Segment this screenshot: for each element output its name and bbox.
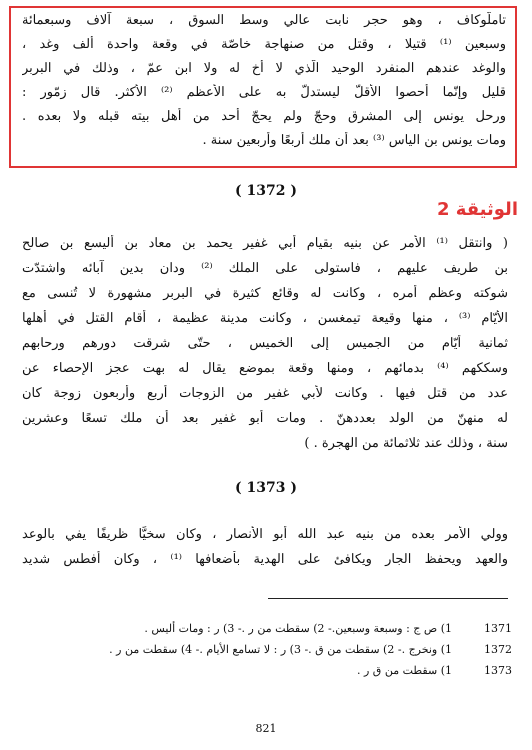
section-1372-line: بن طريف عليهم ، فاستولى على الملك ⁽²⁾ ودان بدين آبائه واشتدّت	[22, 261, 508, 276]
footnote-text: 1) ص ج : وسبعة وسبعين.- 2) سقطت من ر .- 3) ر : ومات أليس .	[144, 622, 452, 635]
footnote-row	[0, 643, 532, 659]
section-1372-line: عدد من قتل فيها . وكانت لأبي غفير من الزوجات أربع وأربعون زوجة كان	[22, 386, 508, 401]
document-label: الوثيقة 2	[437, 199, 518, 220]
footnote-number: 1373	[484, 664, 512, 677]
section-1372-line: ثمانية أيّام من الجميس إلى الخميس ، حتّى شرقت دورهم ورحابهم	[22, 336, 508, 351]
section-1372-line: وسككهم ⁽⁴⁾ بدمائهم ، ومنها وقعة بموضع يقال له بهت عجز الإحصاء عن	[22, 361, 508, 376]
section-1372-line: سنة ، وذلك عند ثلاثمائة من الهجرة . )	[304, 436, 508, 451]
section-1372-line: الأيّام ⁽³⁾ ، منها وقيعة تيمغسن ، وكانت مدينة عظيمة ، أقام القتل في أهلها	[22, 311, 508, 326]
section-1372-line: ( وانتقل ⁽¹⁾ الأمر عن بنيه بقيام أبي غفير يحمد بن معاد بن أليسع بن صالح	[22, 236, 508, 251]
section-1372-line: شوكته وعظم أمره ، وكانت له وقائع كثيرة في البربر مشهورة لا تُنسى مع	[22, 286, 508, 301]
excerpt-line: وسبعين ⁽¹⁾ قتيلا ، وقتل من صنهاجة خاصّة في وقعة واحدة ألف وغد ،	[22, 37, 506, 52]
footnote-number: 1372	[484, 643, 512, 656]
excerpt-line: ومات يونس بن الياس ⁽³⁾ بعد أن ملك أربعًا وأربعين سنة .	[202, 133, 506, 148]
footnote-divider	[268, 598, 508, 599]
excerpt-line: ورحل يونس إلى المشرق وحجّ ولم يحجّ أحد من أهل بيته قبله ولا بعده .	[22, 109, 506, 124]
section-1372-line: له منهنّ من الولد بعددهنّ . ومات أبو غفير بعد أن ملك تسعًا وعشرين	[22, 411, 508, 426]
section-number-1372: ( 1372 )	[235, 183, 297, 199]
section-1373-line: والعهد ويحفظ الجار ويكافئ على الهدية بأضعافها ⁽¹⁾ ، وكان أفطس شديد	[22, 552, 508, 567]
footnote-row	[0, 622, 532, 638]
footnote-number: 1371	[484, 622, 512, 635]
footnote-row	[0, 664, 532, 680]
excerpt-line: قليل وإنّما أحصوا الأقلّ ليستدلّ به على الأعظم ⁽²⁾ الأكثر. قال زمّور :	[22, 85, 506, 100]
excerpt-line: والوغد عندهم المنفرد الوحيد الّذي لا أخ له ولا ابن عمّ ، وذلك في البربر	[22, 61, 506, 76]
page-number: 821	[255, 722, 277, 735]
footnote-text: 1) ونخرج .- 2) سقطت من ق .- 3) ر : لا تسامع الأيام .- 4) سقطت من ر .	[109, 643, 452, 656]
footnote-text: 1) سقطت من ق ر .	[357, 664, 452, 677]
section-1373-line: وولي الأمر بعده من بنيه عبد الله أبو الأنصار ، وكان سخيًّا ظريفًا يفي بالوعد	[22, 527, 508, 542]
section-number-1373: ( 1373 )	[235, 480, 297, 496]
excerpt-line: تاملّوكاف ، وهو حجر نابت عالي وسط السوق ، سبعة آلاف وسبعمائة	[22, 13, 506, 28]
